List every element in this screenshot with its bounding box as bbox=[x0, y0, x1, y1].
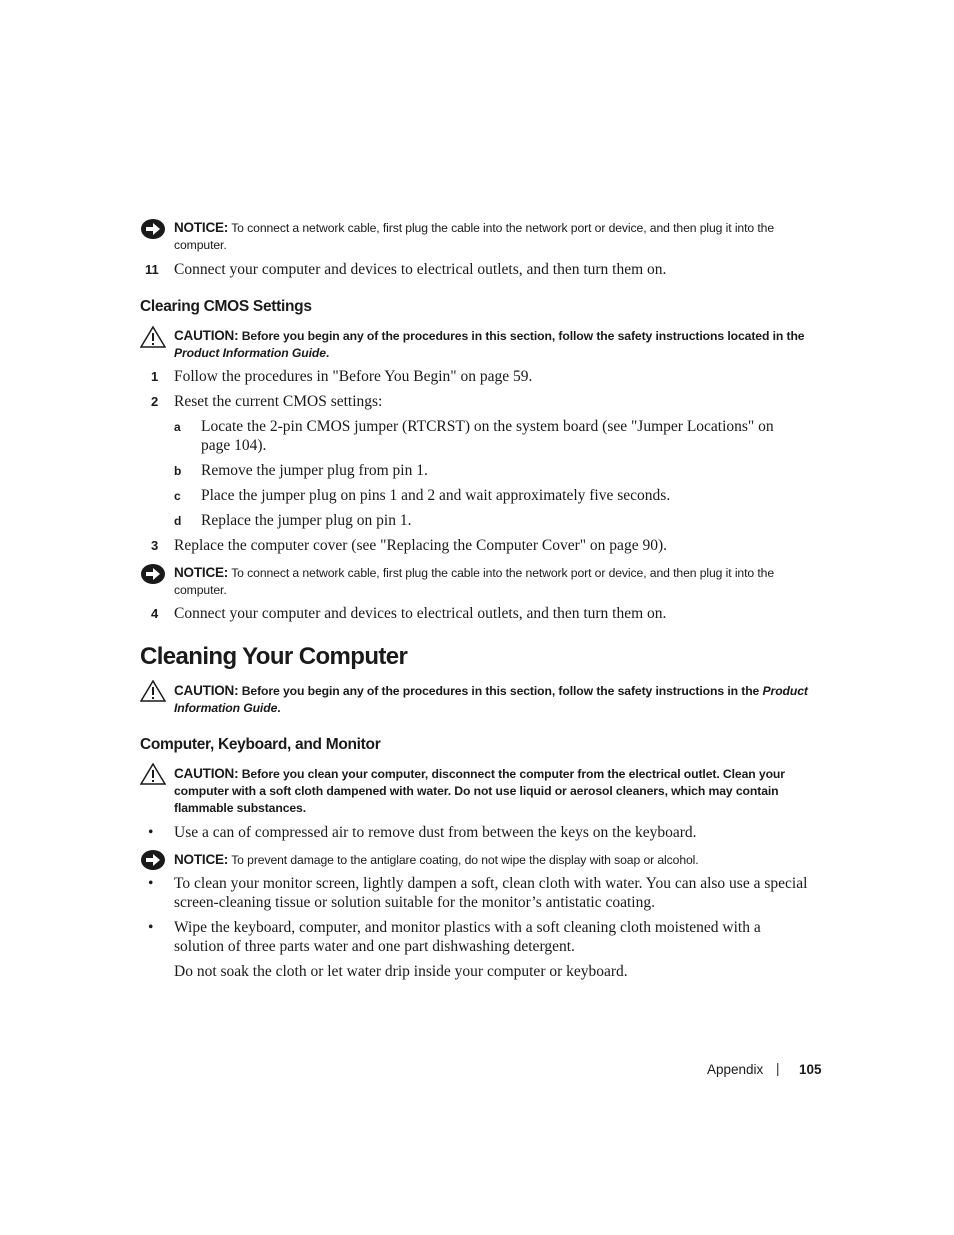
step-number: 11 bbox=[145, 262, 159, 277]
step-text: Connect your computer and devices to electrical outlets, and then turn them on. bbox=[174, 605, 667, 622]
page-number: 105 bbox=[799, 1062, 822, 1077]
step-number: 3 bbox=[151, 538, 159, 553]
step-number: 2 bbox=[151, 394, 159, 409]
notice-block: NOTICE: To prevent damage to the antiglare coating, do not wipe the display with soap or alcohol. bbox=[174, 852, 699, 867]
footer-section: Appendix bbox=[707, 1062, 764, 1077]
notice-arrow-icon bbox=[140, 218, 166, 240]
step-number: 4 bbox=[151, 606, 159, 621]
bullet-glyph: • bbox=[148, 875, 154, 892]
step-text: Reset the current CMOS settings: bbox=[174, 393, 383, 410]
caution-triangle-icon bbox=[140, 763, 166, 785]
substep-letter: a bbox=[174, 420, 181, 434]
caution-block: CAUTION: Before you begin any of the procedures in this section, follow the safety instructions in the Product Information Guide. bbox=[174, 683, 808, 715]
notice-arrow-icon bbox=[140, 563, 166, 585]
substep-text: Place the jumper plug on pins 1 and 2 and wait approximately five seconds. bbox=[201, 487, 671, 504]
step-text: Replace the computer cover (see "Replacing the Computer Cover" on page 90). bbox=[174, 537, 667, 554]
substep-letter: c bbox=[174, 489, 181, 503]
body-paragraph: Do not soak the cloth or let water drip inside your computer or keyboard. bbox=[174, 963, 628, 980]
section-heading: Clearing CMOS Settings bbox=[140, 298, 312, 315]
step-text: Follow the procedures in "Before You Begin" on page 59. bbox=[174, 368, 533, 385]
step-number: 1 bbox=[151, 369, 159, 384]
substep-letter: b bbox=[174, 464, 182, 478]
substep-text: Remove the jumper plug from pin 1. bbox=[201, 462, 428, 479]
chapter-heading: Cleaning Your Computer bbox=[140, 643, 408, 670]
footer-separator: | bbox=[776, 1061, 780, 1076]
caution-block: CAUTION: Before you clean your computer, disconnect the computer from the electrical outlet. Clean your computer with a soft cloth dampened with water. Do not use liquid or aerosol cleaners, which may contain flammable substances. bbox=[174, 766, 785, 815]
bullet-text: To clean your monitor screen, lightly dampen a soft, clean cloth with water. You can also use a special screen-cleaning tissue or solution suitable for the monitor’s antistatic coating. bbox=[174, 875, 808, 911]
caution-block: CAUTION: Before you begin any of the procedures in this section, follow the safety instructions located in the Product Information Guide. bbox=[174, 328, 805, 360]
substep-text: Replace the jumper plug on pin 1. bbox=[201, 512, 412, 529]
caution-triangle-icon bbox=[140, 326, 166, 348]
caution-triangle-icon bbox=[140, 680, 166, 702]
bullet-glyph: • bbox=[148, 824, 154, 841]
notice-arrow-icon bbox=[140, 849, 166, 871]
substep-letter: d bbox=[174, 514, 182, 528]
substep-text: Locate the 2-pin CMOS jumper (RTCRST) on the system board (see "Jumper Locations" on page 104). bbox=[201, 418, 774, 454]
notice-block: NOTICE: To connect a network cable, first plug the cable into the network port or device, and then plug it into the computer. bbox=[174, 220, 774, 252]
bullet-text: Wipe the keyboard, computer, and monitor plastics with a soft cleaning cloth moistened with a solution of three parts water and one part dishwashing detergent. bbox=[174, 919, 761, 955]
bullet-glyph: • bbox=[148, 919, 154, 936]
step-text: Connect your computer and devices to electrical outlets, and then turn them on. bbox=[174, 261, 667, 278]
bullet-text: Use a can of compressed air to remove dust from between the keys on the keyboard. bbox=[174, 824, 697, 841]
notice-block: NOTICE: To connect a network cable, first plug the cable into the network port or device, and then plug it into the computer. bbox=[174, 565, 774, 597]
section-heading: Computer, Keyboard, and Monitor bbox=[140, 736, 381, 753]
